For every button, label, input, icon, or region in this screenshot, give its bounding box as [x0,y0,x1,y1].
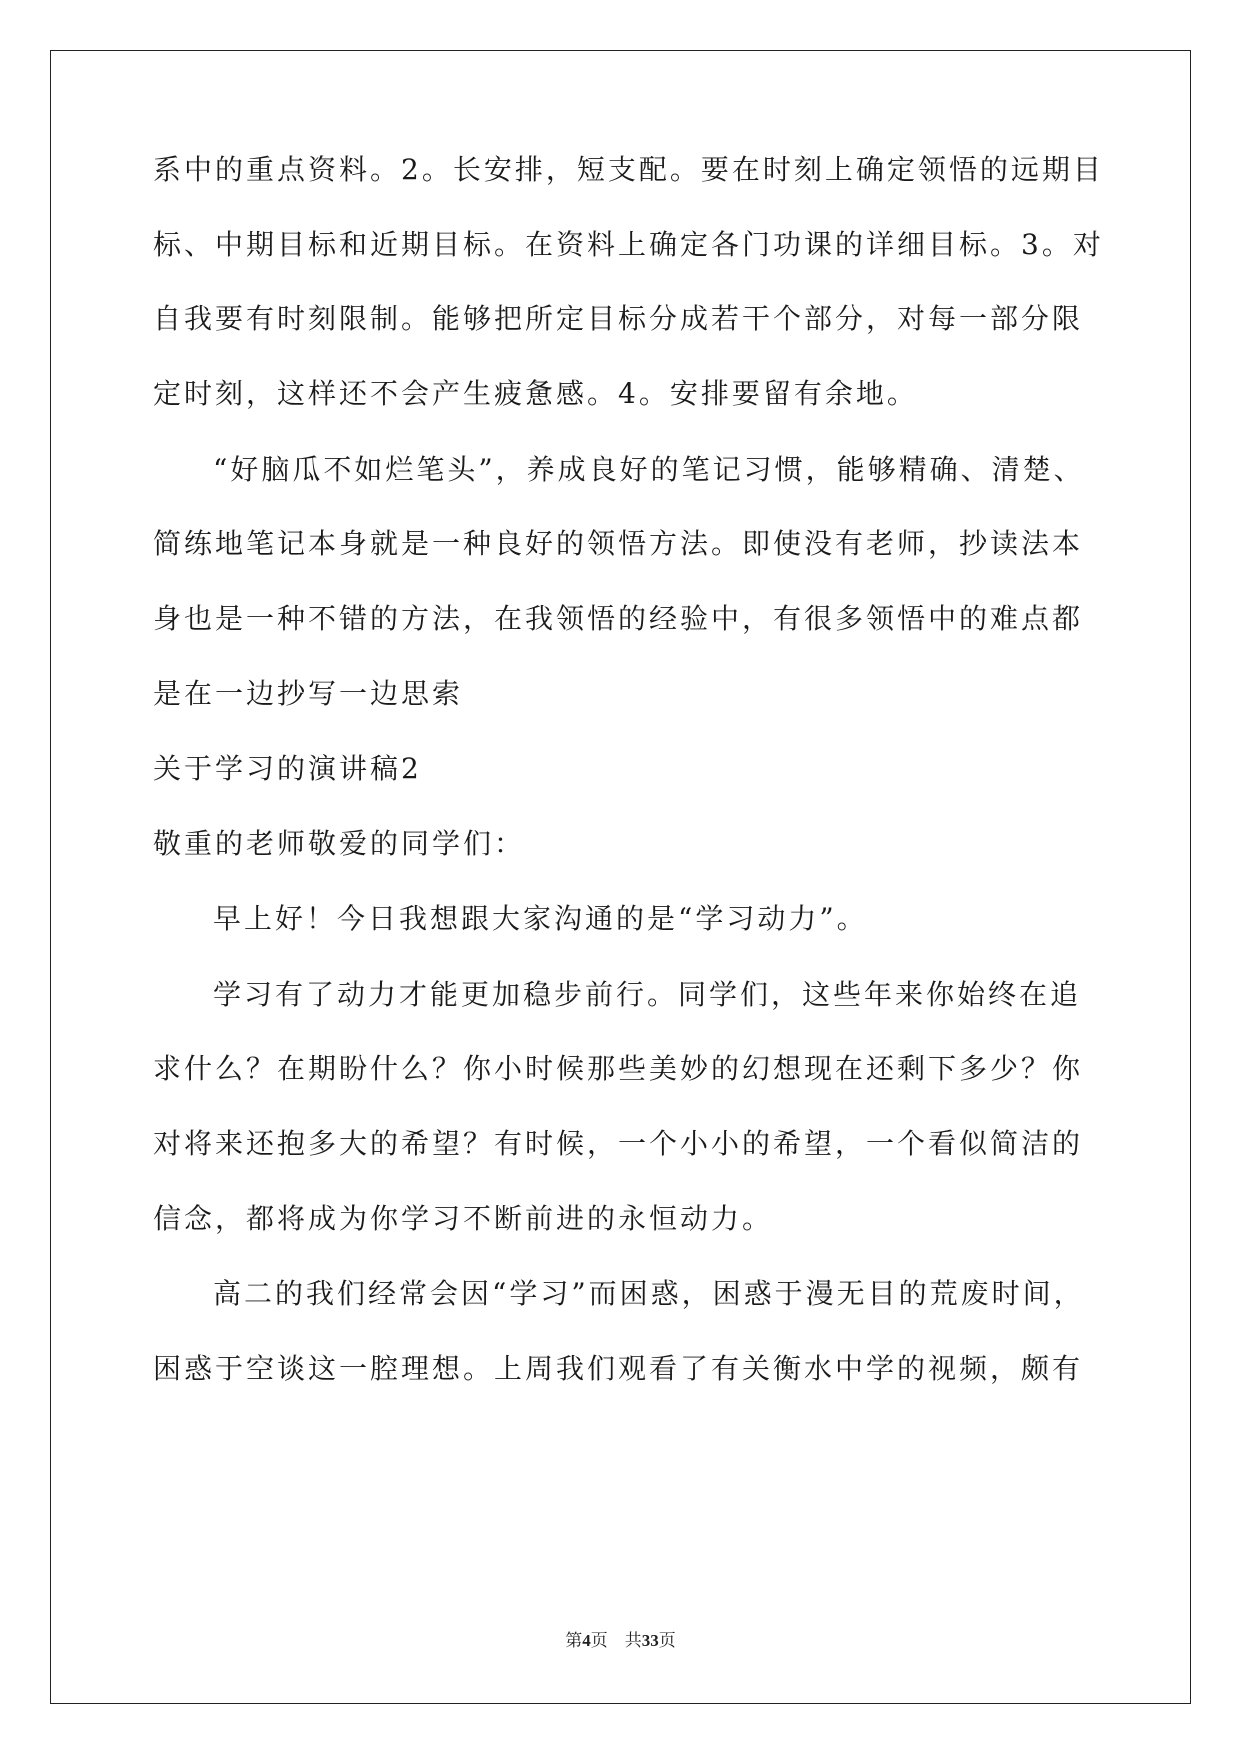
page-footer [0,1626,1241,1651]
text-line: 标、中期目标和近期目标。在资料上确定各门功课的详细目标。3。对 [153,228,1104,261]
text-line: 高二的我们经常会因“学习”而困惑，困惑于漫无目的荒废时间， [213,1277,1085,1310]
text-line: 对将来还抱多大的希望？有时候，一个小小的希望，一个看似简洁的 [153,1127,1084,1160]
footer-suffix: 页 [658,1631,676,1650]
total-page-count: 33 [641,1631,659,1650]
text-line: 简练地笔记本身就是一种良好的领悟方法。即使没有老师，抄读法本 [153,527,1084,560]
text-line: 学习有了动力才能更加稳步前行。同学们，这些年来你始终在追 [213,978,1082,1011]
text-line: 是在一边抄写一边思索 [153,677,464,710]
text-line: “好脑瓜不如烂笔头”，养成良好的笔记习惯，能够精确、清楚、 [213,453,1085,486]
text-line: 求什么？在期盼什么？你小时候那些美妙的幻想现在还剩下多少？你 [153,1052,1084,1085]
footer-mid: 页 共 [590,1631,642,1650]
page-border [50,50,1191,1704]
text-line: 早上好！今日我想跟大家沟通的是“学习动力”。 [213,902,868,935]
text-line: 定时刻，这样还不会产生疲惫感。4。安排要留有余地。 [153,377,918,410]
section-heading: 关于学习的演讲稿2 [153,752,422,785]
text-line: 信念，都将成为你学习不断前进的永恒动力。 [153,1202,774,1235]
text-line: 自我要有时刻限制。能够把所定目标分成若干个部分，对每一部分限 [153,302,1084,335]
text-line: 系中的重点资料。2。长安排，短支配。要在时刻上确定领悟的远期目 [153,153,1104,186]
salutation: 敬重的老师敬爱的同学们： [153,827,526,860]
footer-prefix: 第 [565,1631,583,1650]
text-line: 困惑于空谈这一腔理想。上周我们观看了有关衡水中学的视频，颇有 [153,1352,1084,1385]
text-line: 身也是一种不错的方法，在我领悟的经验中，有很多领悟中的难点都 [153,602,1084,635]
current-page-number: 4 [582,1631,591,1650]
